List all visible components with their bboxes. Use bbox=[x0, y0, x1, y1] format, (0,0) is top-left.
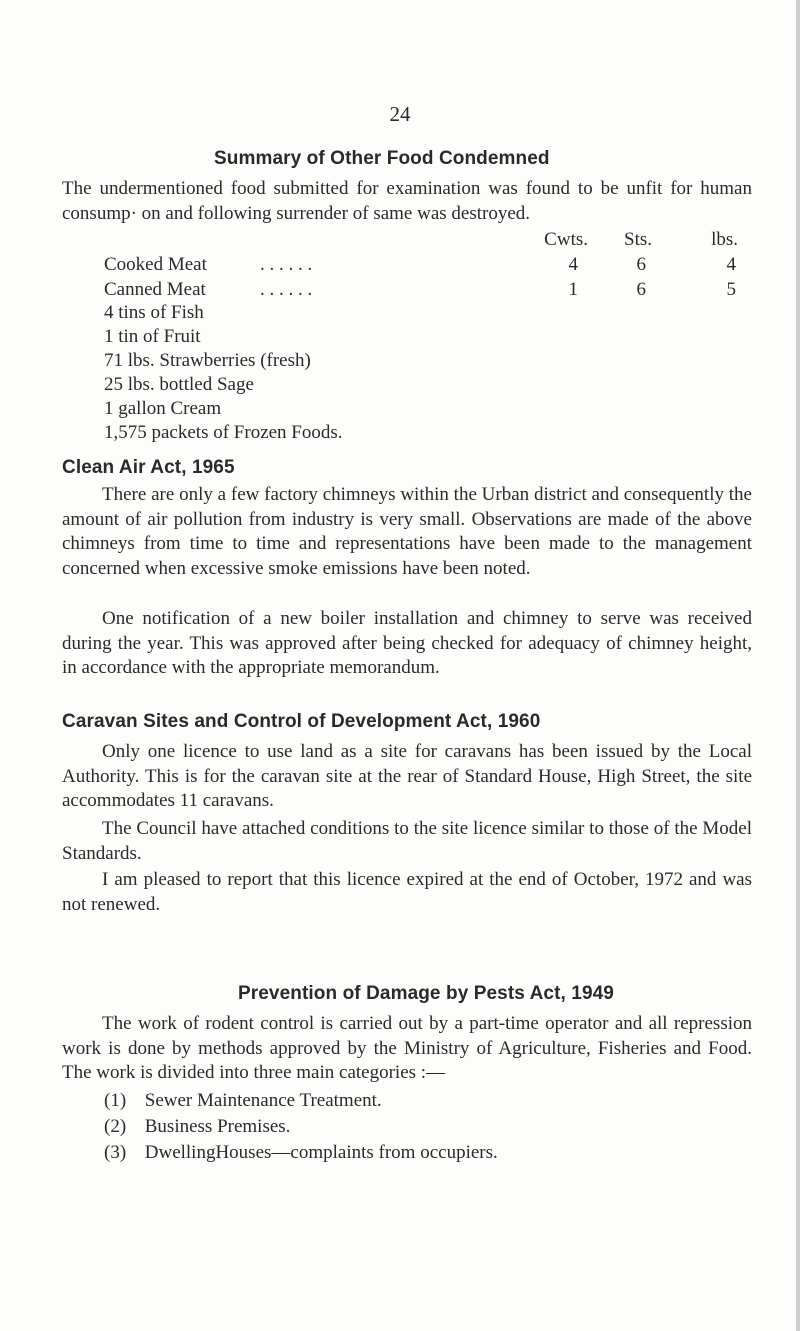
condemned-table bbox=[104, 228, 754, 300]
caravan-heading: Caravan Sites and Control of Development Act, 1960 bbox=[62, 711, 541, 732]
list-number: (2) bbox=[104, 1116, 127, 1137]
list-text: Business Premises. bbox=[144, 1116, 291, 1137]
row-cwts: 4 bbox=[568, 254, 578, 275]
row-label: Cooked Meat bbox=[104, 254, 207, 275]
food-item: 25 lbs. bottled Sage bbox=[104, 374, 254, 395]
clean-air-heading: Clean Air Act, 1965 bbox=[62, 457, 235, 478]
col-header-lbs: lbs. bbox=[711, 229, 738, 250]
food-item: 1 tin of Fruit bbox=[104, 326, 201, 347]
page-number: 24 bbox=[389, 102, 411, 126]
list-item bbox=[104, 1142, 498, 1164]
summary-heading: Summary of Other Food Condemned bbox=[214, 148, 550, 169]
row-sts: 6 bbox=[636, 279, 646, 300]
food-item: 71 lbs. Strawberries (fresh) bbox=[104, 350, 311, 371]
row-cwts: 1 bbox=[568, 279, 578, 300]
row-lbs: 4 bbox=[726, 254, 736, 275]
caravan-paragraph-2: The Council have attached conditions to the site licence similar to those of the Model Standards. bbox=[62, 818, 752, 864]
summary-intro: The undermentioned food submitted for examination was found to be unfit for human consump· on and following surrender of same was destroyed. bbox=[62, 178, 752, 224]
row-label: Canned Meat bbox=[104, 279, 206, 300]
pests-paragraph-1: The work of rodent control is carried out by a part-time operator and all repression work is done by methods approved by the Ministry of Agriculture, Fisheries and Food. The work is divided into three main categories :— bbox=[62, 1013, 752, 1083]
clean-air-paragraph-2: One notification of a new boiler installation and chimney to serve was received during the year. This was approved after being checked for adequacy of chimney height, in accordance with the appropriate memorandum. bbox=[62, 608, 752, 678]
list-number: (1) bbox=[104, 1090, 127, 1111]
caravan-paragraph-3: I am pleased to report that this licence expired at the end of October, 1972 and was not renewed. bbox=[62, 869, 752, 915]
table-header-row bbox=[104, 228, 754, 252]
caravan-paragraph-1: Only one licence to use land as a site for caravans has been issued by the Local Authority. This is for the caravan site at the rear of Standard House, High Street, the site accommodates 11 caravans. bbox=[62, 741, 752, 811]
leader-dots: . . . . . . bbox=[260, 279, 313, 300]
leader-dots: . . . . . . bbox=[260, 254, 313, 275]
list-text: DwellingHouses—complaints from occupiers. bbox=[144, 1142, 498, 1163]
table-row bbox=[104, 253, 754, 277]
food-item: 1 gallon Cream bbox=[104, 398, 222, 419]
list-number: (3) bbox=[104, 1142, 127, 1163]
list-item bbox=[104, 1116, 290, 1138]
col-header-sts: Sts. bbox=[624, 229, 652, 250]
food-item: 4 tins of Fish bbox=[104, 302, 204, 323]
page-edge bbox=[796, 0, 800, 1331]
food-item: 1,575 packets of Frozen Foods. bbox=[104, 422, 343, 443]
clean-air-paragraph-1: There are only a few factory chimneys within the Urban district and consequently the amount of air pollution from industry is very small. Observations are made of the above chimneys from time to time and representations have been made to the management concerned when excessive smoke emissions have been noted. bbox=[62, 484, 752, 579]
pests-heading: Prevention of Damage by Pests Act, 1949 bbox=[238, 983, 614, 1004]
row-lbs: 5 bbox=[726, 279, 736, 300]
list-text: Sewer Maintenance Treatment. bbox=[144, 1090, 382, 1111]
table-row bbox=[104, 278, 754, 302]
col-header-cwts: Cwts. bbox=[544, 229, 588, 250]
list-item bbox=[104, 1090, 382, 1112]
row-sts: 6 bbox=[636, 254, 646, 275]
